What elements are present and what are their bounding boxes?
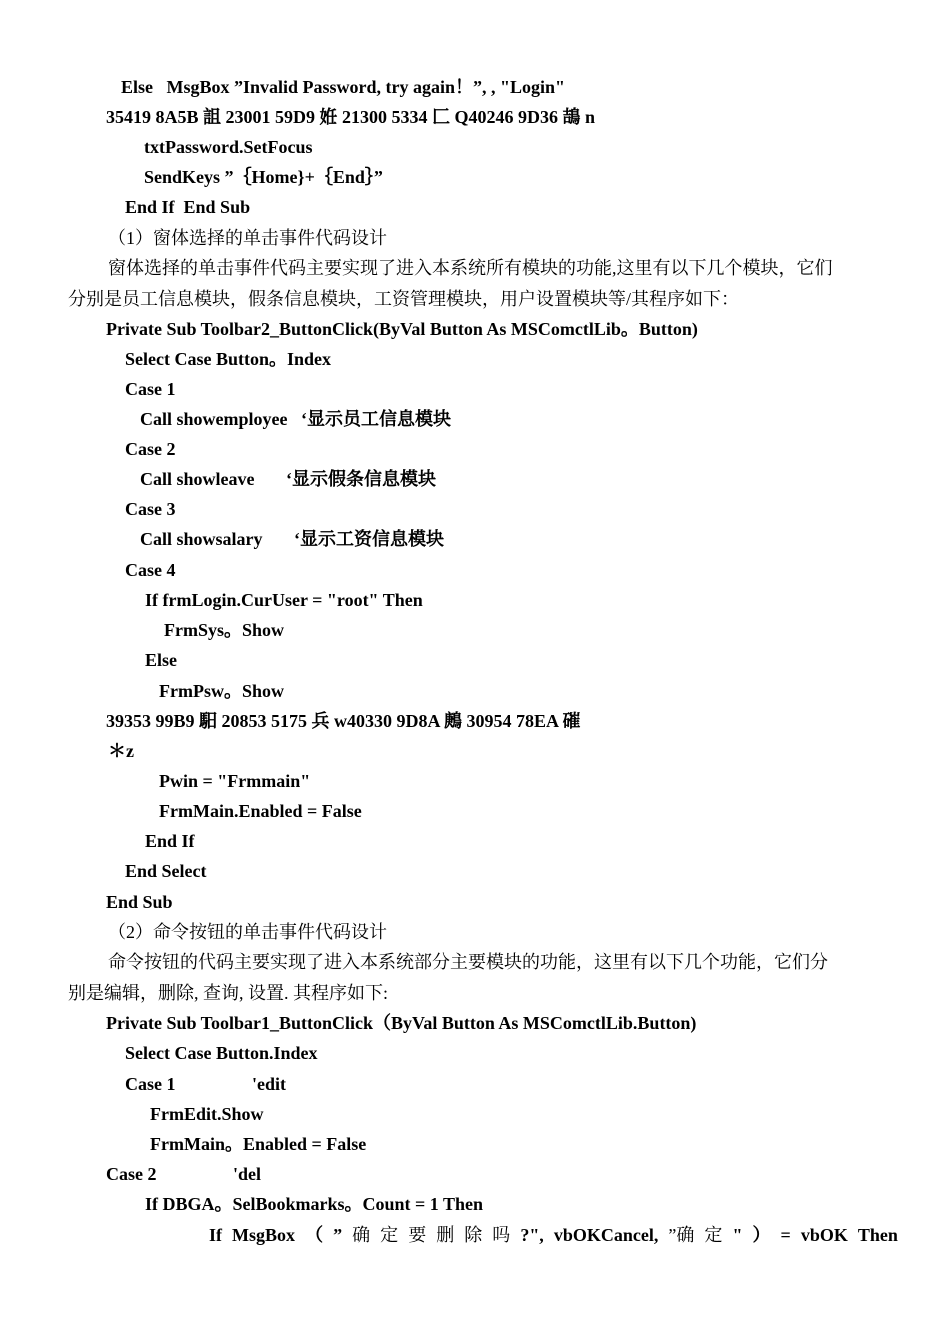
code-line-frmmain-disabled: FrmMain。Enabled = False bbox=[150, 1134, 367, 1154]
garbled-code-line-3: ＊z bbox=[108, 741, 134, 761]
code-line-else: Else bbox=[145, 650, 178, 670]
code-line-end-if-sub: End If End Sub bbox=[125, 197, 251, 217]
code-token: 要 bbox=[408, 1225, 427, 1245]
code-line-end-select: End Select bbox=[125, 861, 207, 881]
code-token: （ bbox=[305, 1225, 324, 1245]
code-line-select-case: Select Case Button。Index bbox=[125, 349, 331, 369]
code-token: ”确 bbox=[668, 1225, 695, 1245]
code-line-select-case-2: Select Case Button.Index bbox=[125, 1043, 318, 1063]
code-token: 吗 bbox=[492, 1225, 511, 1245]
code-line-toolbar1-sub: Private Sub Toolbar1_ButtonClick（ByVal Button As MSComctlLib.Button) bbox=[106, 1013, 697, 1033]
code-line-if-root: If frmLogin.CurUser = "root" Then bbox=[145, 590, 423, 610]
garbled-code-line-1: 35419 8A5B 詛 23001 59D9 姙 21300 5334 匚 Q40246 9D36 鴶 n bbox=[106, 107, 596, 127]
code-line-call-showsalary: Call showsalary ‘显示工资信息模块 bbox=[140, 529, 445, 549]
code-line-call-showleave: Call showleave ‘显示假条信息模块 bbox=[140, 469, 436, 489]
code-line-frmedit-show: FrmEdit.Show bbox=[150, 1104, 264, 1124]
code-line-pwin: Pwin = "Frmmain" bbox=[159, 771, 311, 791]
code-line-case-3: Case 3 bbox=[125, 499, 176, 519]
code-line-if-dbga: If DBGA。SelBookmarks。Count = 1 Then bbox=[145, 1194, 483, 1214]
code-line-case-1: Case 1 bbox=[125, 379, 176, 399]
paragraph-1-line-2: 分别是员工信息模块，假条信息模块，工资管理模块，用户设置模块等/其程序如下： bbox=[68, 289, 739, 309]
code-token: 定 bbox=[380, 1225, 399, 1245]
code-token: If bbox=[209, 1225, 222, 1245]
section-heading-2: （2）命令按钮的单击事件代码设计 bbox=[108, 922, 387, 942]
code-line-else-msgbox: Else MsgBox ”Invalid Password, try again！”, , "Login" bbox=[121, 77, 566, 97]
code-token: ” bbox=[333, 1225, 343, 1245]
code-token: ） bbox=[752, 1225, 771, 1245]
code-line-case-2-del: Case 2 'del bbox=[106, 1164, 261, 1184]
code-line-call-showemployee: Call showemployee ‘显示员工信息模块 bbox=[140, 409, 451, 429]
code-token: 删 bbox=[436, 1225, 455, 1245]
code-token: MsgBox bbox=[232, 1225, 296, 1245]
code-token: Then bbox=[857, 1225, 898, 1245]
code-line-frmpsw-show: FrmPsw。Show bbox=[159, 681, 284, 701]
code-token: 定 bbox=[704, 1225, 723, 1245]
code-token: vbOK bbox=[800, 1225, 848, 1245]
code-line-end-sub: End Sub bbox=[106, 892, 173, 912]
code-line-setfocus: txtPassword.SetFocus bbox=[144, 137, 313, 157]
code-line-end-if: End If bbox=[145, 831, 195, 851]
code-line-case-1-edit: Case 1 'edit bbox=[125, 1074, 286, 1094]
code-line-case-4: Case 4 bbox=[125, 560, 176, 580]
code-token: 除 bbox=[464, 1225, 483, 1245]
code-token: " bbox=[732, 1225, 743, 1245]
section-heading-1: （1）窗体选择的单击事件代码设计 bbox=[108, 228, 387, 248]
code-token: ?", bbox=[520, 1225, 544, 1245]
code-token: 确 bbox=[352, 1225, 371, 1245]
code-line-frmmain-enabled: FrmMain.Enabled = False bbox=[159, 801, 362, 821]
code-line-toolbar2-sub: Private Sub Toolbar2_ButtonClick(ByVal Button As MSComctlLib。Button) bbox=[106, 319, 698, 339]
paragraph-2-line-2: 别是编辑，删除, 查询, 设置. 其程序如下: bbox=[68, 983, 388, 1003]
paragraph-1-line-1: 窗体选择的单击事件代码主要实现了进入本系统所有模块的功能,这里有以下几个模块，它们 bbox=[108, 258, 833, 278]
code-line-sendkeys: SendKeys ”｛Home}+｛End｝” bbox=[144, 167, 383, 187]
garbled-code-line-2: 39353 99B9 馹 20853 5175 兵 w40330 9D8A 鶊 30954 78EA 磪 bbox=[106, 711, 581, 731]
code-token: = bbox=[780, 1225, 791, 1245]
code-line-if-msgbox bbox=[209, 1224, 898, 1246]
paragraph-2-line-1: 命令按钮的代码主要实现了进入本系统部分主要模块的功能，这里有以下几个功能，它们分 bbox=[108, 952, 828, 972]
code-line-frmsys-show: FrmSys。Show bbox=[164, 620, 285, 640]
code-token: vbOKCancel, bbox=[553, 1225, 659, 1245]
code-line-case-2: Case 2 bbox=[125, 439, 176, 459]
